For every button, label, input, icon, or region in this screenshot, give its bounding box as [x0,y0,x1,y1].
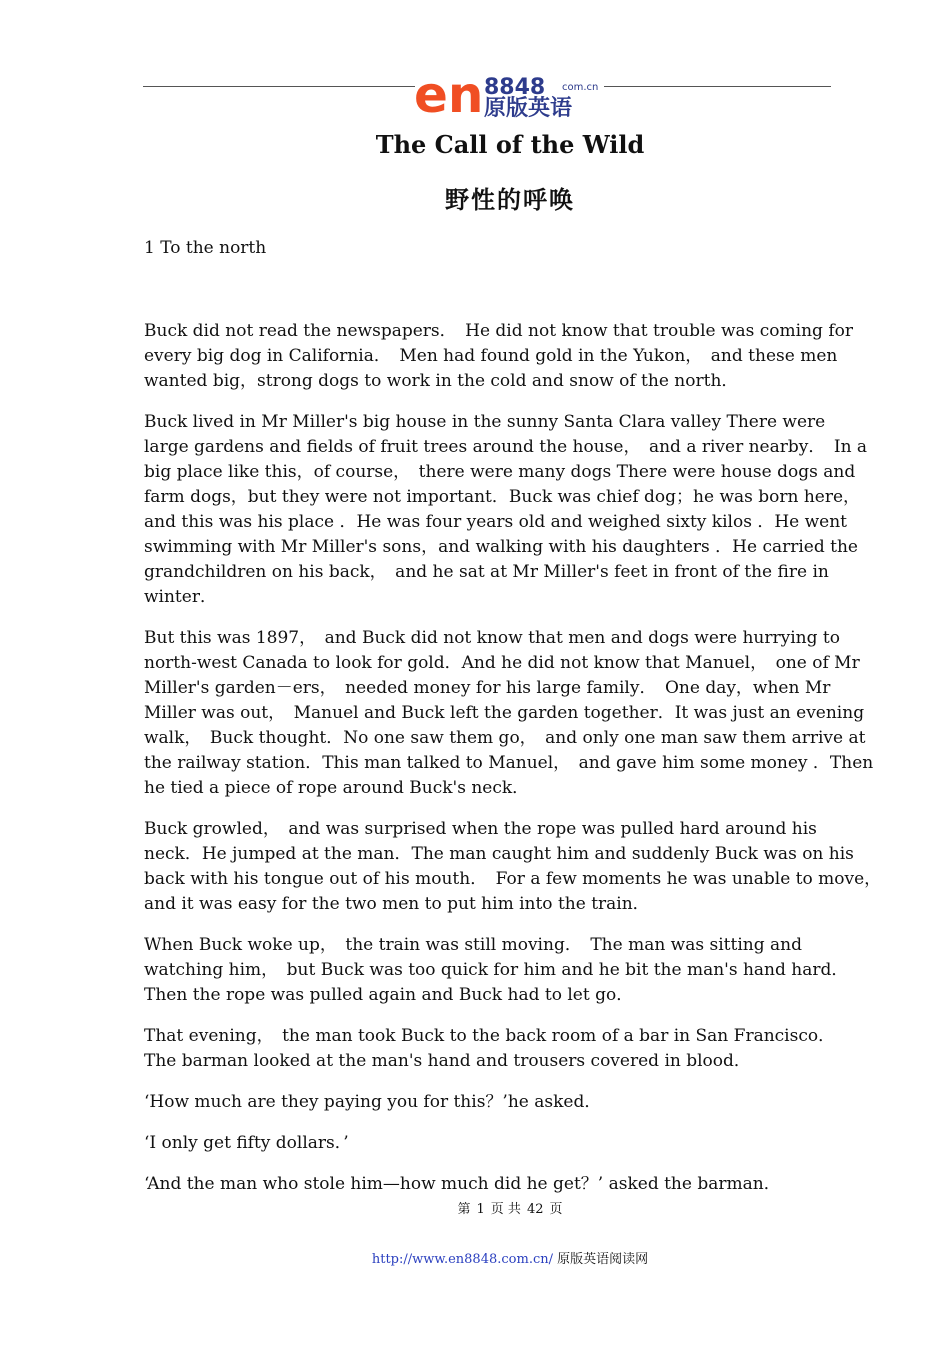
en8848-logo [414,68,606,118]
header-rule-left [143,86,415,87]
logo-en-text: en [414,68,484,118]
logo-cn-text: 原版英语 [484,96,573,118]
page-total: 42 [526,1202,544,1217]
chapter-heading: 1 To the north [144,238,267,258]
header-rule-right [604,86,831,87]
book-title-chinese: 野性的呼唤 [445,185,575,214]
paragraph: When Buck woke up， the train was still moving． The man was sitting and watching him， but Buck was too quick for him and he bit the man's hand hard．Then the rope was pulled again and Buck had to let go． [144,935,849,1005]
chapter-body [144,319,890,1213]
page-prefix: 第 [457,1202,471,1217]
book-title-english: The Call of the Wild [375,130,645,159]
paragraph: ‘How much are they paying you for this？’he asked． [144,1092,602,1112]
paragraph: But this was 1897， and Buck did not know that men and dogs were hurrying to north-west Canada to look for gold．And he did not know that Manuel， one of Mr Miller's garden－ers， needed money for his large family． One day，when Mr Miller was out， Manuel and Buck left the garden together．It was just an evening walk， Buck thought．No one saw them go， and only one man saw them arrive at the railway station．This man talked to Manuel， and gave him some money ．Then he tied a piece of rope around Buck's neck． [144,628,874,798]
paragraph: Buck lived in Mr Miller's big house in the sunny Santa Clara valley There were large gardens and fields of fruit trees around the house， and a river nearby． In a big place like this，of course， there were many dogs There were house dogs and farm dogs，but they were not important．Buck was chief dog；he was born here， and this was his place ．He was four years old and weighed sixty kilos ．He went swimming with Mr Miller's sons，and walking with his daughters ．He carried the grandchildren on his back， and he sat at Mr Miller's feet in front of the fire in winter． [144,412,869,607]
site-label: 原版英语阅读网 [557,1252,649,1267]
page-number [300,1198,720,1217]
page-mid: 页 共 [490,1202,521,1217]
paragraph: ‘I only get fifty dollars．’ [144,1133,349,1153]
paragraph: Buck growled， and was surprised when the rope was pulled hard around his neck．He jumped at the man．The man caught him and suddenly Buck was on his back with his tongue out of his mouth． For a few moments he was unable to move， and it was easy for the two men to put him into the train． [144,819,890,914]
footer-site [300,1248,720,1267]
page-suffix: 页 [549,1202,563,1217]
paragraph: Buck did not read the newspapers． He did not know that trouble was coming for every big dog in California． Men had found gold in the Yukon， and these men wanted big，strong dogs to work in the cold and snow of the north． [144,321,853,391]
logo-number-text: 8848 [484,75,546,100]
logo-domain-text: com.cn [562,82,599,93]
page-current: 1 [476,1202,485,1217]
site-link[interactable]: http://www.en8848.com.cn/ [371,1252,553,1267]
paragraph: ‘And the man who stole him—how much did he get？’ asked the barman． [144,1174,781,1194]
paragraph: That evening， the man took Buck to the back room of a bar in San Francisco． The barman looked at the man's hand and trousers covered in blood． [144,1026,844,1071]
